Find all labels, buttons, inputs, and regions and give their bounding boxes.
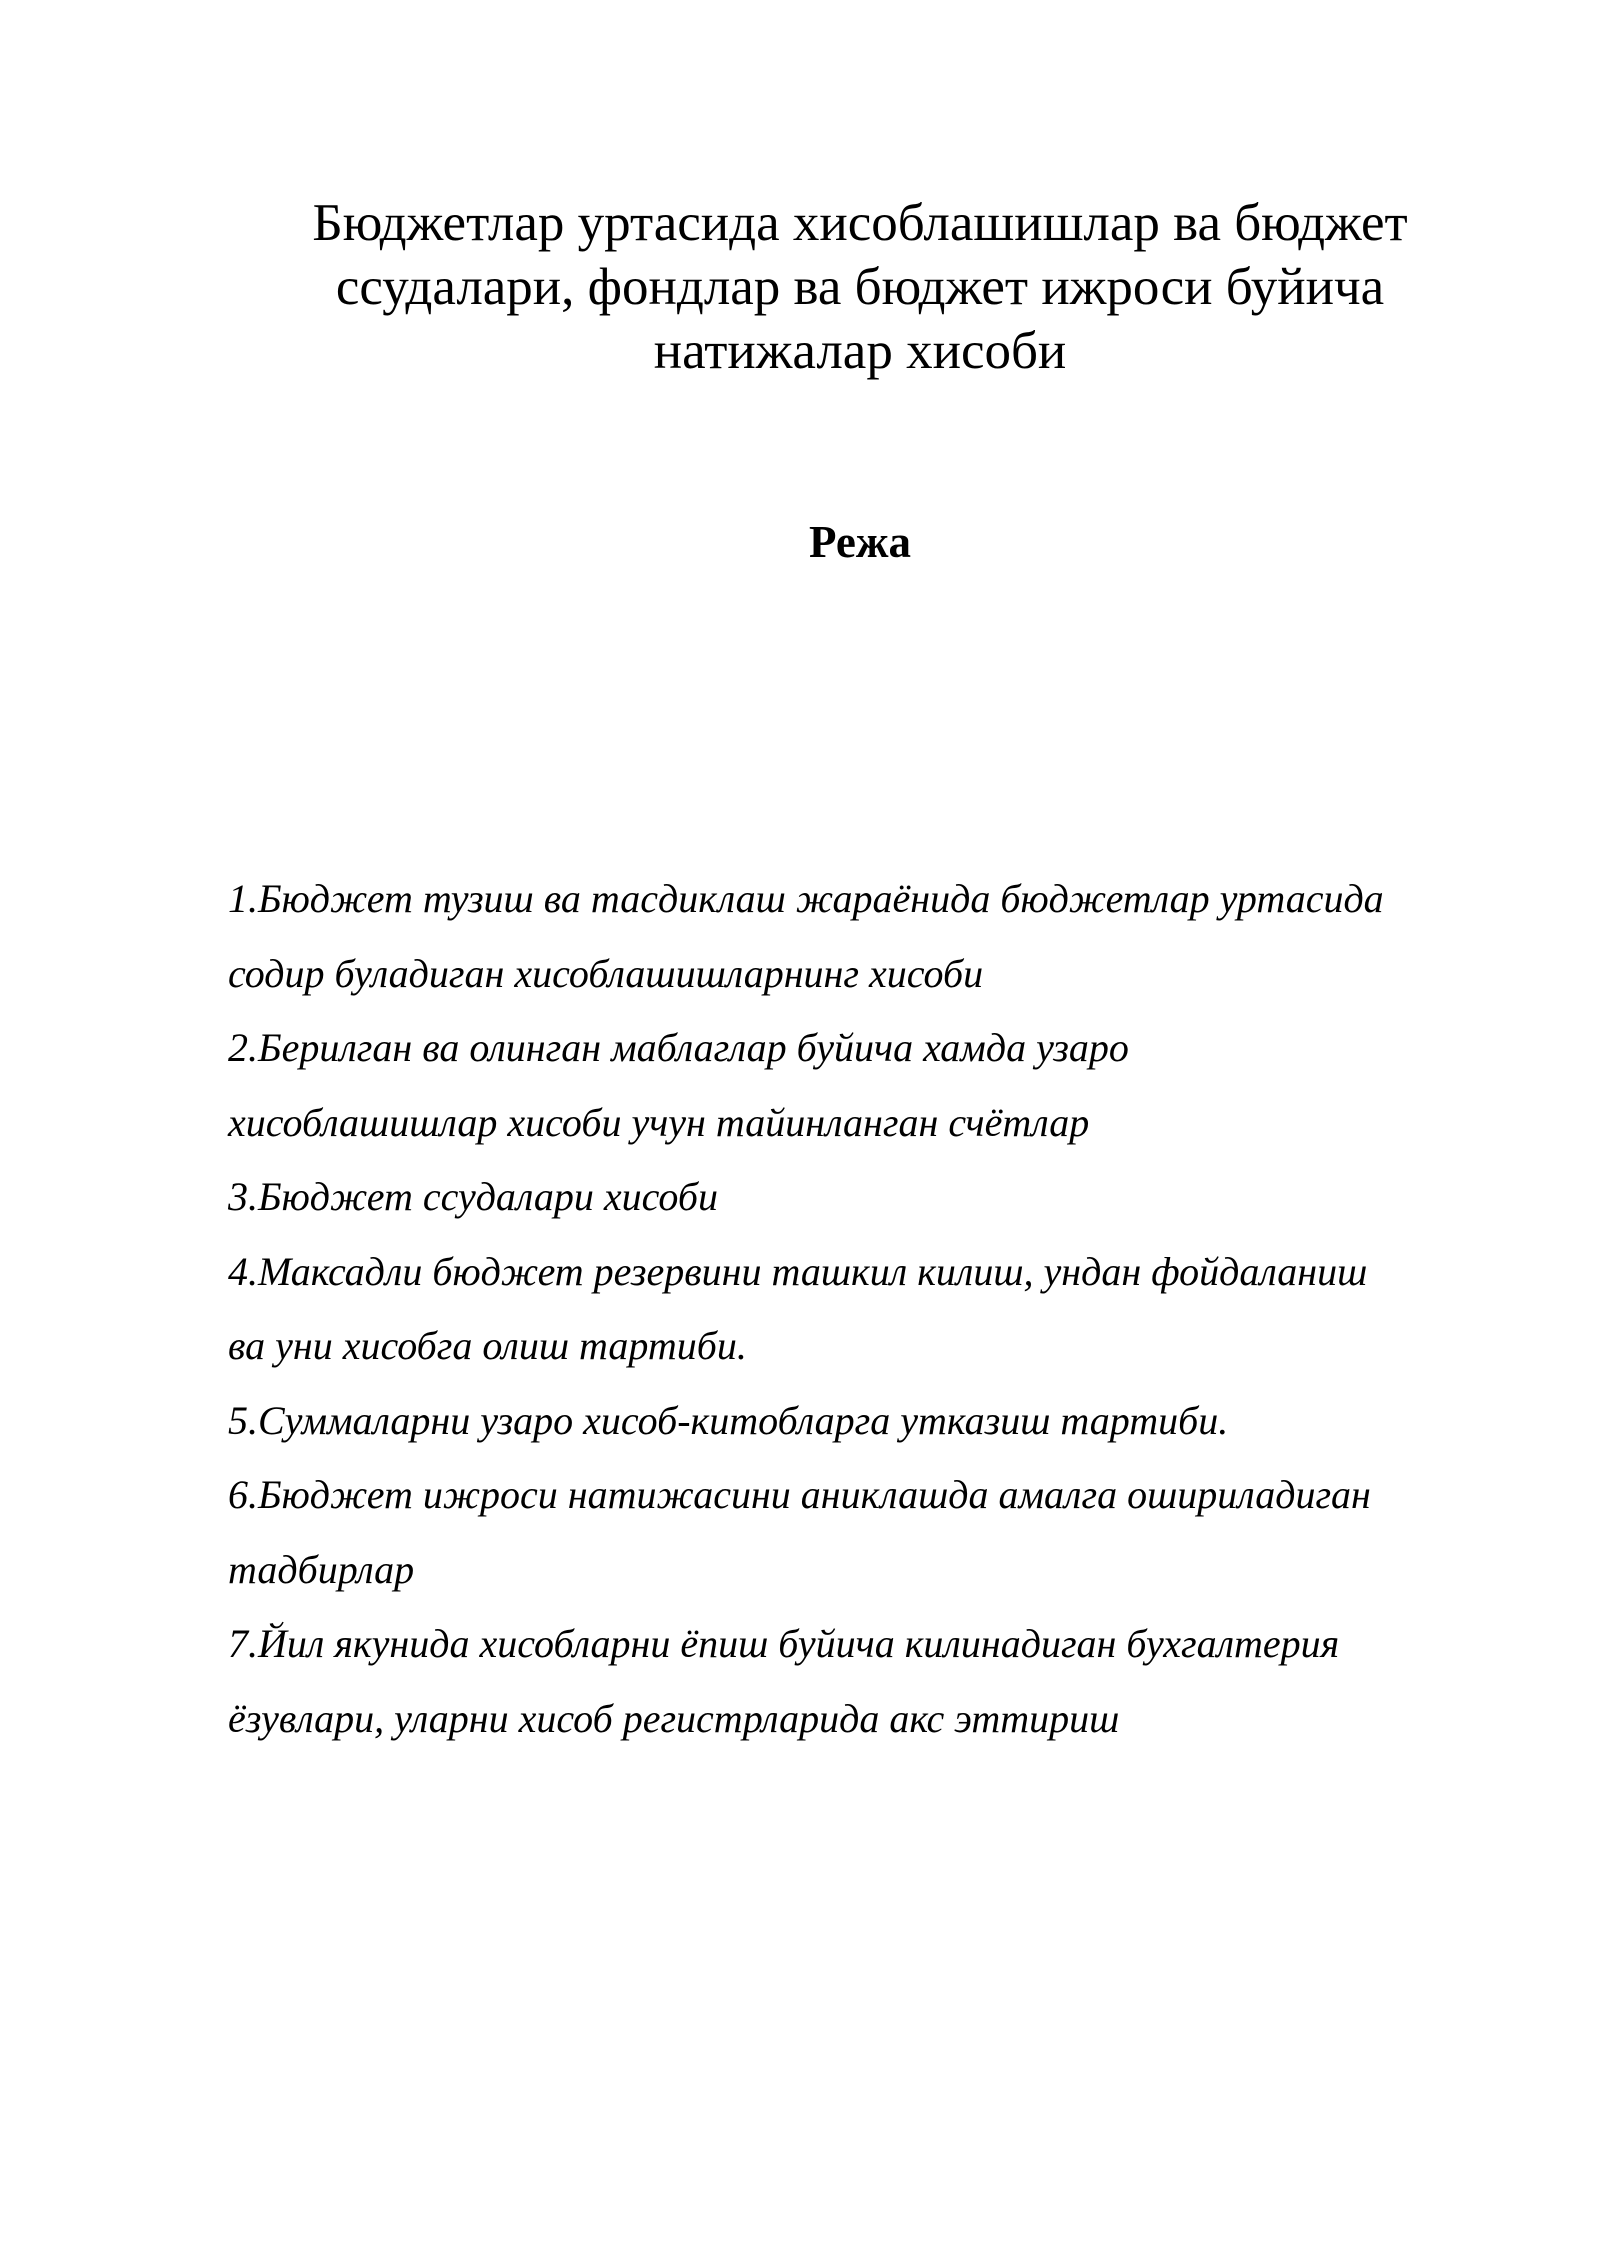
plan-item-line: хисоблашишлар хисоби учун тайинланган счётлар <box>228 1099 1090 1145</box>
plan-item-line: содир буладиган хисоблашишларнинг хисоби <box>228 950 984 996</box>
plan-list <box>228 862 1548 1756</box>
plan-item-line: 1.Бюджет тузиш ва тасдиклаш жараёнида бюджетлар уртасида <box>228 876 1384 921</box>
plan-item-line: 7.Йил якунида хисобларни ёпиш буйича килинадиган бухгалтерия <box>228 1621 1340 1666</box>
plan-item-7 <box>228 1607 1548 1756</box>
plan-heading: Режа <box>809 517 911 567</box>
plan-item-line: 4.Максадли бюджет резервини ташкил килиш, ундан фойдаланиш <box>228 1248 1368 1294</box>
document-title <box>200 191 1520 383</box>
plan-item-line: ёзувлари, уларни хисоб регистрларида акс эттириш <box>228 1695 1120 1741</box>
plan-item-4 <box>228 1235 1548 1384</box>
document-title-line: натижалар хисоби <box>653 321 1067 380</box>
document-title-line: Бюджетлар уртасида хисоблашишлар ва бюджет <box>312 193 1408 252</box>
plan-item-line: 5.Суммаларни узаро хисоб-китобларга утказиш тартиби. <box>228 1397 1229 1443</box>
plan-item-line: тадбирлар <box>228 1546 415 1592</box>
plan-item-1 <box>228 862 1548 1011</box>
document-title-line: ссудалари, фондлар ва бюджет ижроси буйича <box>335 257 1385 316</box>
plan-item-5 <box>228 1384 1548 1459</box>
plan-item-6 <box>228 1458 1548 1607</box>
plan-item-3 <box>228 1160 1548 1235</box>
plan-item-line: 3.Бюджет ссудалари хисоби <box>228 1174 718 1219</box>
plan-item-2 <box>228 1011 1548 1160</box>
plan-item-line: ва уни хисобга олиш тартиби. <box>228 1323 747 1368</box>
plan-item-line: 6.Бюджет ижроси натижасини аниклашда амалга ошириладиган <box>228 1472 1371 1517</box>
plan-item-line: 2.Берилган ва олинган маблаглар буйича хамда узаро <box>228 1025 1129 1070</box>
